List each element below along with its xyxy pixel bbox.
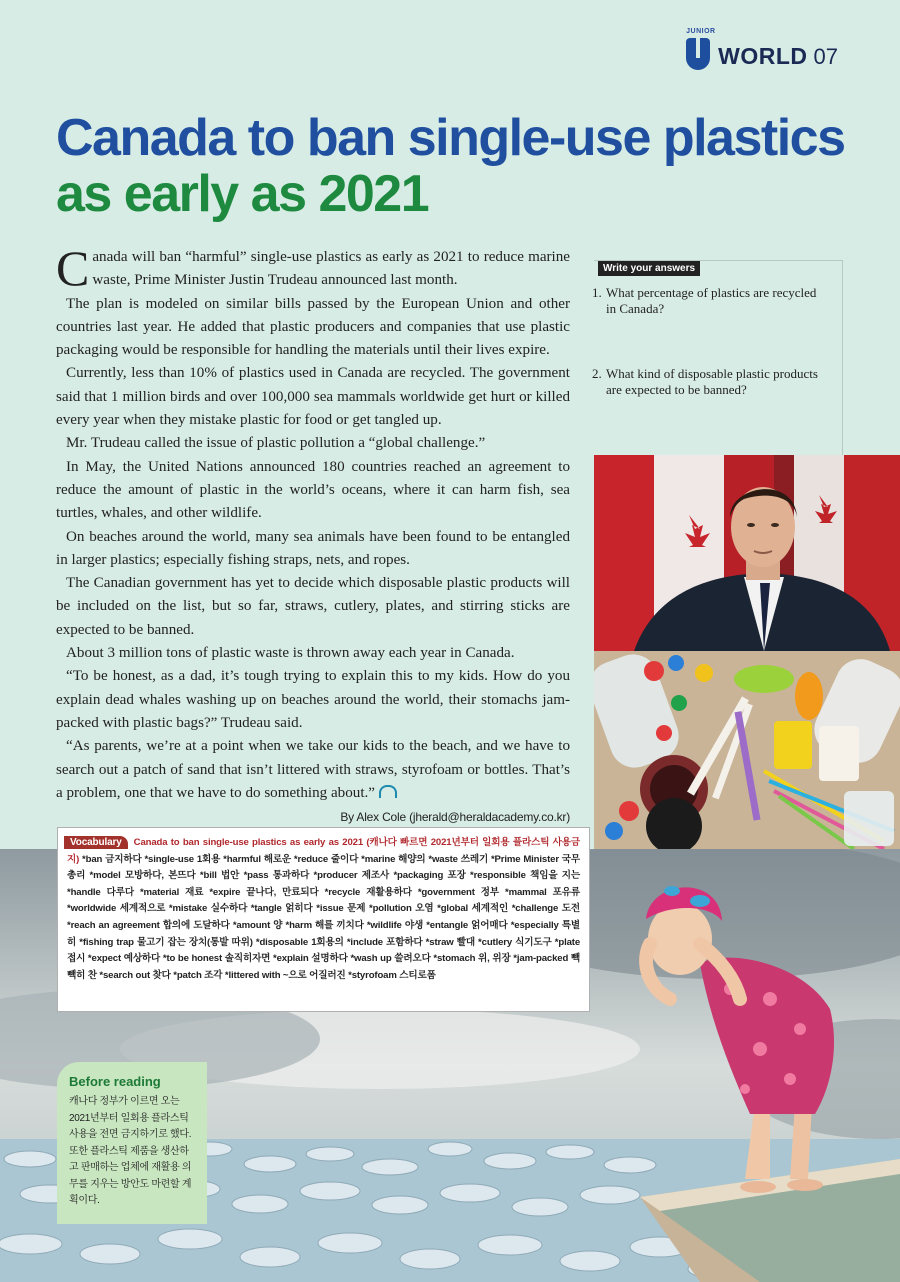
plastic-items-photo bbox=[594, 651, 900, 849]
article-paragraph: Canada will ban “harmful” single-use plastics as early as 2021 to reduce marine waste, Prime Minister Justin Trudeau announced last month. bbox=[56, 240, 570, 296]
before-reading-title: Before reading bbox=[69, 1074, 161, 1089]
plastic-items-illustration bbox=[594, 651, 900, 849]
before-reading-box bbox=[57, 1062, 207, 1224]
vocabulary-body: *ban 금지하다 *single-use 1회용 *harmful 해로운 *reduce 줄이다 *marine 해양의 *waste 쓰레기 *Prime Minister 국무총리 *model 모방하다, 본뜨다 *bill 법안 *pass 통과하다 *producer 제조사 *packaging 포장 *responsible 책임을 지는 *handle 다루다 *material 재료 *expire 끝나다, 만료되다 *recycle 재활용하다 *government 정부 *mammal 포유류 *worldwide 세계적으로 *mistake 실수하다 *tangle 얽히다 *issue 문제 *pollution 오염 *global 세계적인 *challenge 도전 *reach an agreement 합의에 도달하다 *amount 양 *harm 해를 끼치다 *wildlife 야생 *entangle 얽어매다 *especially 특별히 *fishing trap 물고기 잡는 장치(통발 따위) *disposable 1회용의 *include 포함하다 *straw 빨대 *cutlery 식기도구 *plate 접시 *expect 예상하다 *to be honest 솔직히자면 *explain 설명하다 *wash up 쓸려오다 *stomach 위, 위장 *jam-packed 빽빽히 찬 *search out 찾다 *patch 조각 *littered with ~으로 어질러진 *styrofoam 스티로폼 bbox=[67, 853, 581, 981]
article-paragraph: “As parents, we’re at a point when we take our kids to the beach, and we have to search out a patch of sand that isn’t littered with straws, styrofoam or bottles. That’s a problem, one that we have to do something about.” bbox=[56, 738, 570, 801]
trudeau-photo bbox=[594, 455, 900, 651]
article-paragraph: About 3 million tons of plastic waste is thrown away each year in Canada. bbox=[66, 645, 515, 662]
headline-part-blue: Canada to ban single-use plastics bbox=[56, 109, 845, 167]
headline-part-green: as early as 2021 bbox=[56, 165, 429, 223]
brand-small-text: JUNIOR bbox=[686, 28, 716, 35]
vocabulary-title: Canada to ban single-use plastics as early as 2021 (캐나다 빠르면 2021년부터 일회용 플라스틱 사용금지) bbox=[67, 837, 580, 865]
article-paragraph: On beaches around the world, many sea animals have been found to be entangled in larger plastics; especially fishing straps, nets, and ropes. bbox=[56, 528, 570, 568]
question-item: 1. What percentage of plastics are recycled in Canada? bbox=[592, 285, 817, 316]
article-paragraph: In May, the United Nations announced 180 countries reached an agreement to reduce the amount of plastic in the world’s oceans, where it can harm fish, sea turtles, whales, and other wildlife. bbox=[56, 458, 570, 522]
section-name: WORLD bbox=[718, 43, 808, 69]
byline: By Alex Cole (jherald@heraldacademy.co.kr) bbox=[340, 810, 570, 825]
question-item: 2. What kind of disposable plastic products are expected to be banned? bbox=[592, 366, 818, 397]
article-paragraph: The plan is modeled on similar bills passed by the European Union and other countries last year. He added that plastic producers and companies that use plastic packaging would be responsible for handling the materials until their lives expire. bbox=[56, 295, 570, 359]
questions-box bbox=[594, 260, 843, 456]
article-headline bbox=[56, 110, 845, 222]
page-number: 07 bbox=[813, 44, 838, 69]
vocabulary-box bbox=[57, 827, 590, 1012]
jj-logo-icon bbox=[686, 38, 710, 70]
trudeau-illustration bbox=[594, 455, 900, 651]
article-paragraph: Currently, less than 10% of plastics used in Canada are recycled. The government said that 1 million birds and over 100,000 sea mammals worldwide get hurt or killed every year when they mistake plastic for food or get tangled up. bbox=[56, 365, 570, 429]
article-paragraph: Mr. Trudeau called the issue of plastic pollution a “global challenge.” bbox=[66, 435, 486, 452]
junior-logo bbox=[686, 28, 716, 70]
vocabulary-tag: Vocabulary bbox=[64, 836, 128, 849]
questions-list bbox=[594, 285, 818, 398]
article-paragraph: The Canadian government has yet to decide which disposable plastic products will be included on the list, but so far, straws, cutlery, plates, and stirring sticks are expected to be banned. bbox=[56, 575, 570, 638]
before-reading-text: 캐나다 정부가 이르면 오는 2021년부터 일회용 플라스틱 사용을 전면 금지하기로 했다. 또한 플라스틱 제품을 생산하고 판매하는 업체에 재활용 의무를 지우는 방안도 마련할 계획이다. bbox=[69, 1096, 192, 1206]
questions-label: Write your answers bbox=[598, 261, 700, 276]
article-paragraph: “To be honest, as a dad, it’s tough trying to explain this to my kids. How do you explain dead whales washing up on beaches around the world, their stomachs jam-packed with plastic bags?” Trudeau said. bbox=[56, 668, 570, 731]
section-header bbox=[686, 30, 838, 70]
article-body bbox=[56, 240, 570, 825]
headphones-icon[interactable] bbox=[379, 785, 397, 798]
dropcap: C bbox=[56, 240, 90, 296]
